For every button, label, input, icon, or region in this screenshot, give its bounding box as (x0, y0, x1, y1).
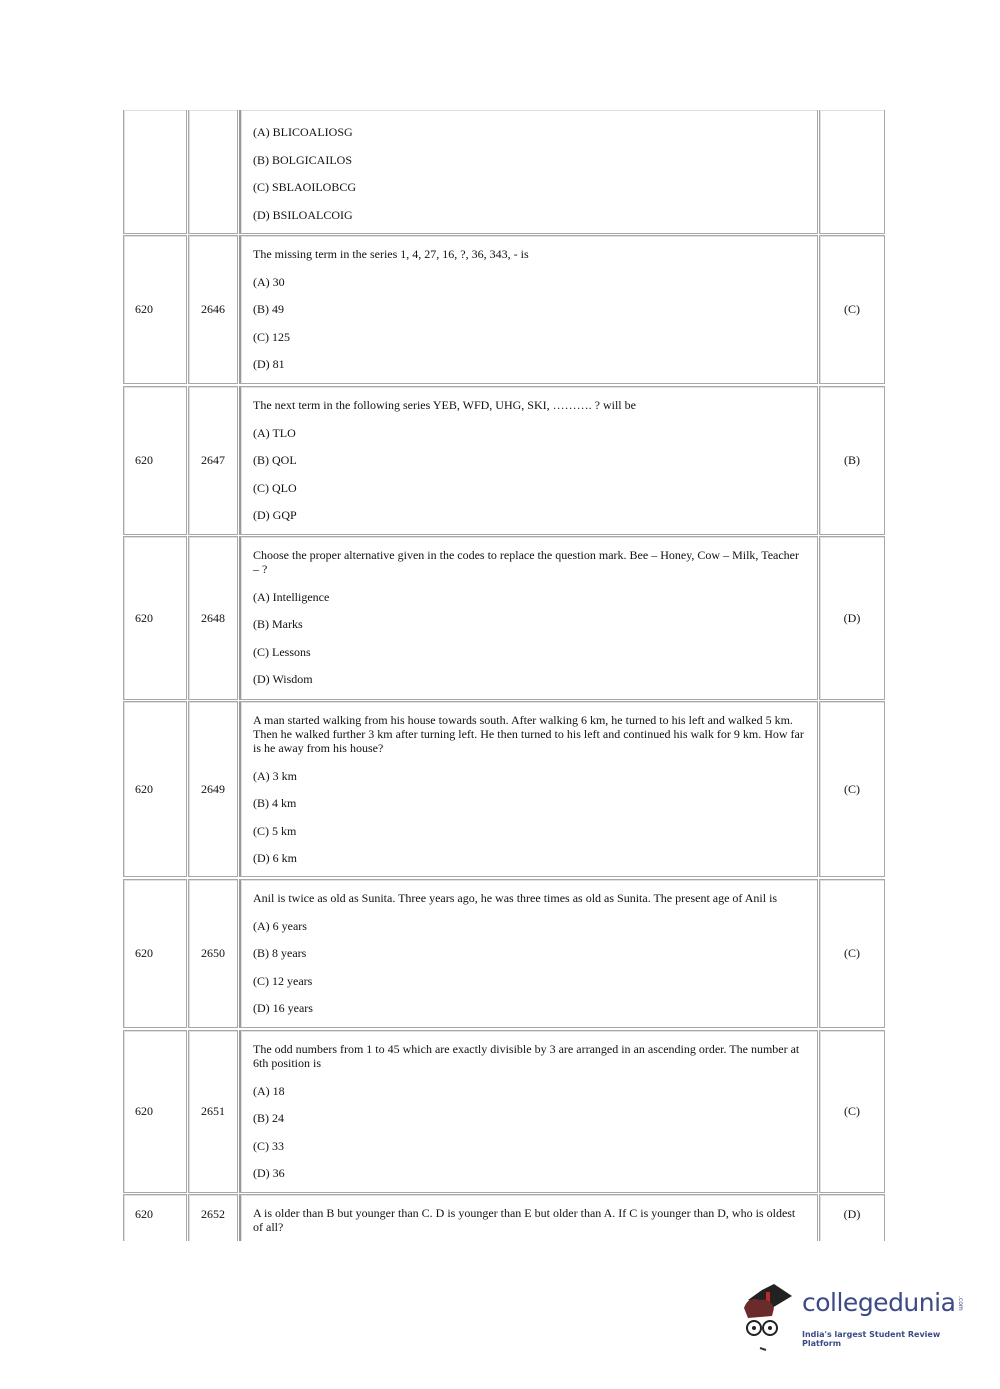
option-text: (A) BLICOALIOSG (253, 125, 353, 139)
table-row (123, 110, 885, 234)
paper-code-cell-text: 620 (135, 1207, 153, 1221)
question-cell (239, 701, 818, 877)
answer-cell (819, 235, 885, 384)
answer-cell-text: (C) (844, 781, 860, 796)
question-text: The next term in the following series YEB, WFD, UHG, SKI, ………. ? will be (253, 398, 636, 412)
table-row (123, 235, 885, 384)
paper-code-cell (123, 110, 187, 234)
question-id-cell (188, 386, 238, 535)
answer-cell (819, 1030, 885, 1193)
logo-suffix: .com (957, 1296, 964, 1311)
question-id-cell (188, 701, 238, 877)
option-text: (B) 24 (253, 1111, 284, 1125)
option-text: (A) 6 years (253, 918, 307, 933)
question-text: The missing term in the series 1, 4, 27, 16, ?, 36, 343, - is (253, 247, 529, 261)
answer-cell-text: (B) (844, 453, 860, 467)
option-text: (B) Marks (253, 617, 303, 631)
option-text: (C) SBLAOILOBCG (253, 180, 357, 194)
option-text: (C) 12 years (253, 973, 313, 988)
answer-cell-text: (C) (844, 1104, 860, 1118)
option-text: (C) 33 (253, 1138, 284, 1153)
logo-wordmark: collegedunia (802, 1288, 956, 1317)
question-cell (239, 235, 818, 384)
answer-cell-text: (D) (843, 610, 861, 625)
question-text: The odd numbers from 1 to 45 which are exactly divisible by 3 are arranged in an ascending order. The number at 6th position is (253, 1042, 800, 1070)
question-id-cell (188, 879, 238, 1028)
question-text: A is older than B but younger than C. D is younger than E but older than A. If C is younger than D, who is oldest of all? (253, 1206, 796, 1234)
question-id-cell-text: 2646 (201, 302, 225, 316)
question-id-cell (188, 1030, 238, 1193)
paper-code-cell-text: 620 (135, 610, 153, 625)
option-text: (A) 30 (253, 274, 285, 289)
option-text: (D) 6 km (253, 851, 297, 865)
question-cell (239, 1194, 818, 1241)
question-id-cell-text: 2648 (201, 610, 225, 625)
question-text: A man started walking from his house towards south. After walking 6 km, he turned to his left and walked 5 km. Then he walked further 3 km after turning left. He then turned to his left and continued his walk for 9 km. How far is he away from his house? (253, 713, 804, 755)
answer-cell (819, 536, 885, 700)
paper-code-cell-text: 620 (135, 302, 153, 316)
answer-cell (819, 110, 885, 234)
paper-code-cell (123, 1030, 187, 1193)
paper-code-cell (123, 1194, 187, 1241)
question-id-cell (188, 110, 238, 234)
answer-cell (819, 1194, 885, 1241)
option-text: (A) Intelligence (253, 589, 330, 604)
table-row (123, 879, 885, 1028)
option-text: (C) 125 (253, 329, 290, 344)
option-text: (B) BOLGICAILOS (253, 152, 352, 167)
collegedunia-logo (742, 1282, 972, 1352)
paper-code-cell-text: 620 (135, 946, 153, 960)
table-row (123, 386, 885, 535)
question-id-cell-text: 2651 (201, 1104, 225, 1118)
paper-code-cell (123, 536, 187, 700)
answer-cell-text: (C) (844, 946, 860, 960)
logo-tagline: India's largest Student Review Platform (802, 1330, 941, 1348)
table-row (123, 701, 885, 877)
option-text: (B) QOL (253, 453, 297, 467)
paper-code-cell (123, 235, 187, 384)
option-text: (C) Lessons (253, 644, 311, 659)
answer-cell (819, 386, 885, 535)
paper-code-cell (123, 879, 187, 1028)
question-cell (239, 879, 818, 1028)
paper-code-cell (123, 701, 187, 877)
option-text: (A) 3 km (253, 768, 297, 783)
option-text: (D) 81 (253, 357, 285, 371)
option-text: (D) GQP (253, 508, 297, 522)
table-row (123, 1030, 885, 1193)
question-cell (239, 536, 818, 700)
question-id-cell-text: 2650 (201, 946, 225, 960)
answer-cell-text: (D) (843, 1207, 861, 1221)
question-text: Choose the proper alternative given in the codes to replace the question mark. Bee – Honey, Cow – Milk, Teacher – ? (253, 548, 799, 576)
paper-code-cell-text: 620 (135, 781, 153, 796)
answer-cell (819, 879, 885, 1028)
answer-cell-text: (C) (844, 302, 860, 316)
option-text: (A) 18 (253, 1083, 285, 1098)
paper-code-cell-text: 620 (135, 1104, 153, 1118)
question-cell (239, 1030, 818, 1193)
option-text: (C) 5 km (253, 823, 297, 838)
question-cell (239, 386, 818, 535)
option-text: (B) 4 km (253, 796, 297, 810)
table-row (123, 536, 885, 700)
question-id-cell (188, 1194, 238, 1241)
option-text: (A) TLO (253, 425, 296, 440)
question-id-cell-text: 2652 (201, 1207, 225, 1221)
paper-code-cell (123, 386, 187, 535)
question-id-cell-text: 2647 (201, 453, 225, 467)
question-text: Anil is twice as old as Sunita. Three years ago, he was three times as old as Sunita. The present age of Anil is (253, 891, 778, 905)
option-text: (D) 16 years (253, 1001, 313, 1015)
option-text: (D) 36 (253, 1166, 285, 1180)
paper-code-cell-text: 620 (135, 453, 153, 467)
question-id-cell-text: 2649 (201, 781, 225, 796)
option-text: (D) Wisdom (253, 672, 313, 686)
option-text: (D) BSILOALCOIG (253, 207, 353, 222)
answer-cell (819, 701, 885, 877)
question-id-cell (188, 536, 238, 700)
mascot-icon (742, 1282, 802, 1352)
question-cell (239, 110, 818, 234)
question-id-cell (188, 235, 238, 384)
table-row (123, 1194, 885, 1241)
option-text: (B) 8 years (253, 946, 307, 960)
option-text: (C) QLO (253, 480, 297, 495)
option-text: (B) 49 (253, 302, 284, 316)
